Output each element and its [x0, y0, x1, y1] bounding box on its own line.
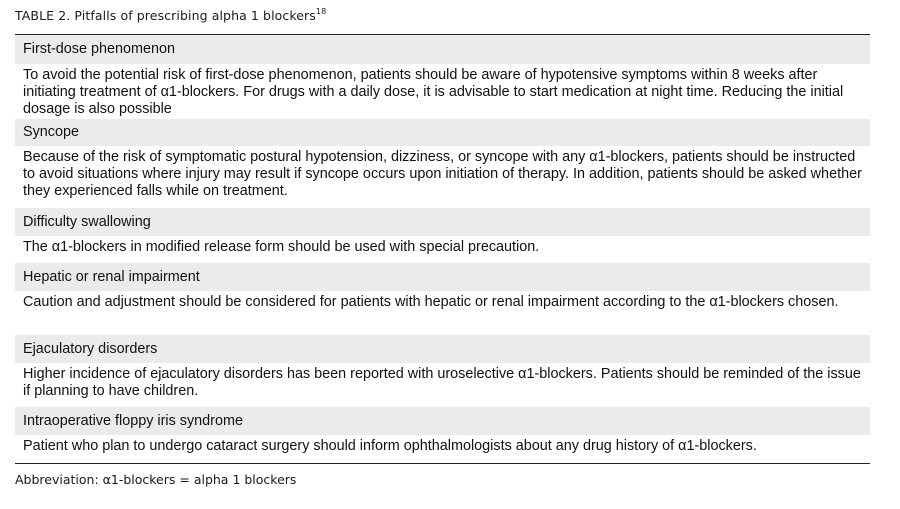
- table-caption: [15, 8, 326, 23]
- section-body-floppy-iris-syndrome: Patient who plan to undergo cataract surgery should inform ophthalmologists about any drug history of α1-blockers.: [15, 435, 870, 463]
- section-heading-difficulty-swallowing: Difficulty swallowing: [15, 208, 870, 236]
- section-heading-floppy-iris-syndrome: Intraoperative floppy iris syndrome: [15, 407, 870, 435]
- section-heading-syncope: Syncope: [15, 119, 870, 146]
- section-body-difficulty-swallowing: The α1-blockers in modified release form should be used with special precaution.: [15, 236, 870, 263]
- section-heading-ejaculatory-disorders: Ejaculatory disorders: [15, 335, 870, 363]
- section-heading-hepatic-renal-impairment: Hepatic or renal impairment: [15, 263, 870, 291]
- section-body-first-dose-phenomenon: To avoid the potential risk of first-dose phenomenon, patients should be aware of hypotensive symptoms within 8 weeks after initiating treatment of α1-blockers. For drugs with a daily dose, it is advisable to start medication at night time. Reducing the initial dosage is also possible: [15, 64, 870, 119]
- section-body-hepatic-renal-impairment: Caution and adjustment should be considered for patients with hepatic or renal impairment according to the α1-blockers chosen.: [15, 291, 870, 335]
- pitfalls-table: [15, 34, 870, 464]
- section-body-syncope: Because of the risk of symptomatic postural hypotension, dizziness, or syncope with any α1-blockers, patients should be instructed to avoid situations where injury may result if syncope occurs upon initiation of therapy. In addition, patients should be asked whether they experienced falls while on treatment.: [15, 146, 870, 208]
- section-body-ejaculatory-disorders: Higher incidence of ejaculatory disorders has been reported with uroselective α1-blockers. Patients should be reminded of the issue if planning to have children.: [15, 363, 870, 407]
- table-caption-text: TABLE 2. Pitfalls of prescribing alpha 1 blockers: [15, 8, 316, 23]
- abbreviation-footnote: Abbreviation: α1-blockers = alpha 1 blockers: [15, 472, 297, 487]
- reference-superscript: 18: [315, 7, 327, 16]
- section-heading-first-dose-phenomenon: First-dose phenomenon: [15, 35, 870, 64]
